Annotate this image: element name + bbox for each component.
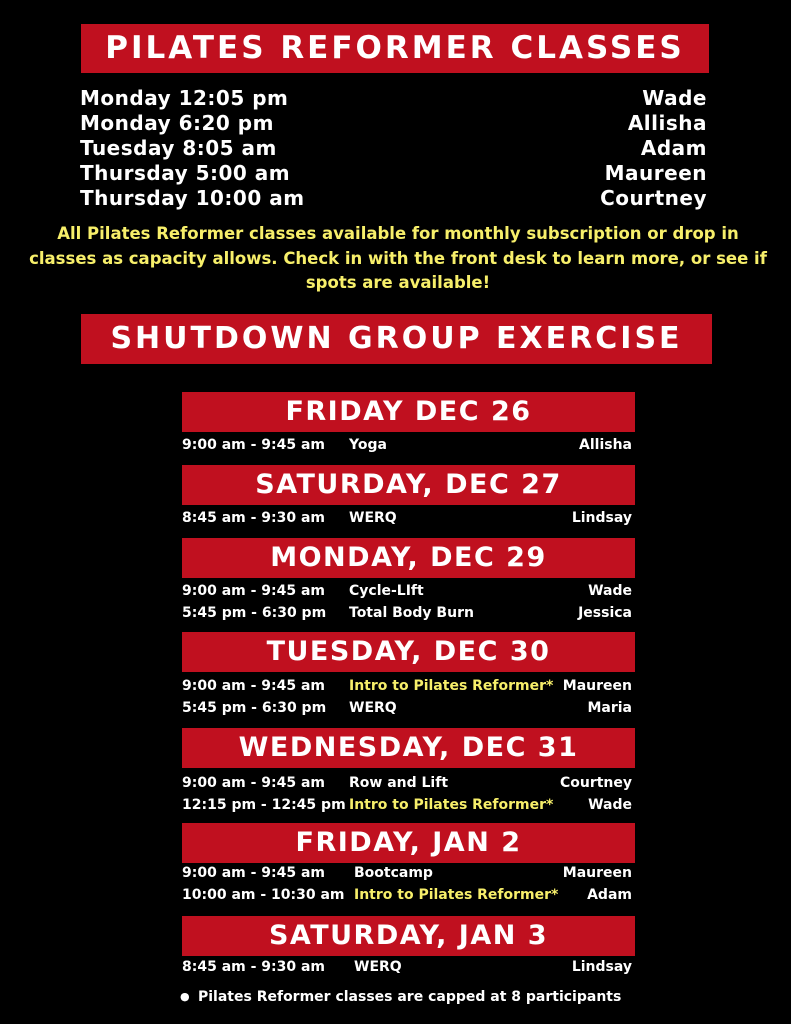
list-item [80,111,710,136]
class-time: 9:00 am - 9:45 am [182,583,326,599]
day-header: TUESDAY, DEC 30 [182,632,635,672]
list-item [80,186,710,211]
class-time: 5:45 pm - 6:30 pm [182,605,327,621]
class-time: 9:00 am - 9:45 am [182,865,326,881]
day-header: FRIDAY, JAN 2 [182,823,635,863]
session-time: Thursday 10:00 am [80,186,305,210]
class-time: 8:45 am - 9:30 am [182,959,326,975]
session-instructor: Wade [642,86,707,110]
session-time: Monday 12:05 pm [80,86,289,110]
class-name: Intro to Pilates Reformer* [354,887,559,903]
class-instructor: Jessica [578,605,632,621]
pilates-title-banner: PILATES REFORMER CLASSES [81,24,709,73]
list-item [80,136,710,161]
class-row [182,435,632,456]
class-time: 8:45 am - 9:30 am [182,510,326,526]
class-row [182,603,632,624]
capacity-footnote [180,987,621,1007]
day-header: MONDAY, DEC 29 [182,538,635,578]
class-row [182,885,632,906]
class-row [182,508,632,529]
class-row [182,581,632,602]
class-row [182,698,632,719]
class-row [182,773,632,794]
day-header: SATURDAY, JAN 3 [182,916,635,956]
class-name: Yoga [349,437,387,453]
class-name: Intro to Pilates Reformer* [349,678,554,694]
session-time: Monday 6:20 pm [80,111,274,135]
footnote-text: Pilates Reformer classes are capped at 8 participants [198,989,622,1005]
list-item [80,86,710,111]
session-instructor: Maureen [604,161,707,185]
class-instructor: Allisha [579,437,632,453]
class-time: 10:00 am - 10:30 am [182,887,345,903]
class-time: 9:00 am - 9:45 am [182,678,326,694]
class-name: Intro to Pilates Reformer* [349,797,554,813]
day-header: WEDNESDAY, DEC 31 [182,728,635,768]
pilates-session-list [80,86,710,211]
class-instructor: Maria [587,700,632,716]
class-time: 5:45 pm - 6:30 pm [182,700,327,716]
class-instructor: Wade [588,797,632,813]
shutdown-title-banner: SHUTDOWN GROUP EXERCISE [81,314,712,364]
class-instructor: Maureen [562,678,632,694]
class-time: 9:00 am - 9:45 am [182,437,326,453]
class-name: Total Body Burn [349,605,474,621]
class-name: WERQ [349,700,397,716]
bullet-icon: ● [180,990,190,1003]
class-name: Bootcamp [354,865,433,881]
class-time: 9:00 am - 9:45 am [182,775,326,791]
class-row [182,957,632,978]
class-name: Cycle-LIft [349,583,424,599]
class-instructor: Lindsay [571,510,632,526]
class-instructor: Adam [587,887,632,903]
class-row [182,795,632,816]
session-instructor: Adam [640,136,707,160]
class-name: Row and Lift [349,775,449,791]
class-instructor: Wade [588,583,632,599]
session-time: Thursday 5:00 am [80,161,291,185]
session-time: Tuesday 8:05 am [80,136,277,160]
class-instructor: Courtney [559,775,632,791]
class-name: WERQ [354,959,402,975]
class-instructor: Lindsay [571,959,632,975]
class-time: 12:15 pm - 12:45 pm [182,797,346,813]
session-instructor: Courtney [600,186,707,210]
list-item [80,161,710,186]
class-instructor: Maureen [562,865,632,881]
day-header: SATURDAY, DEC 27 [182,465,635,505]
class-row [182,863,632,884]
class-name: WERQ [349,510,397,526]
pilates-availability-note: All Pilates Reformer classes available for monthly subscription or drop in classes as capacity allows. Check in with the front desk to learn more, or see if spots are available! [29,224,767,292]
session-instructor: Allisha [627,111,707,135]
class-row [182,676,632,697]
day-header: FRIDAY DEC 26 [182,392,635,432]
